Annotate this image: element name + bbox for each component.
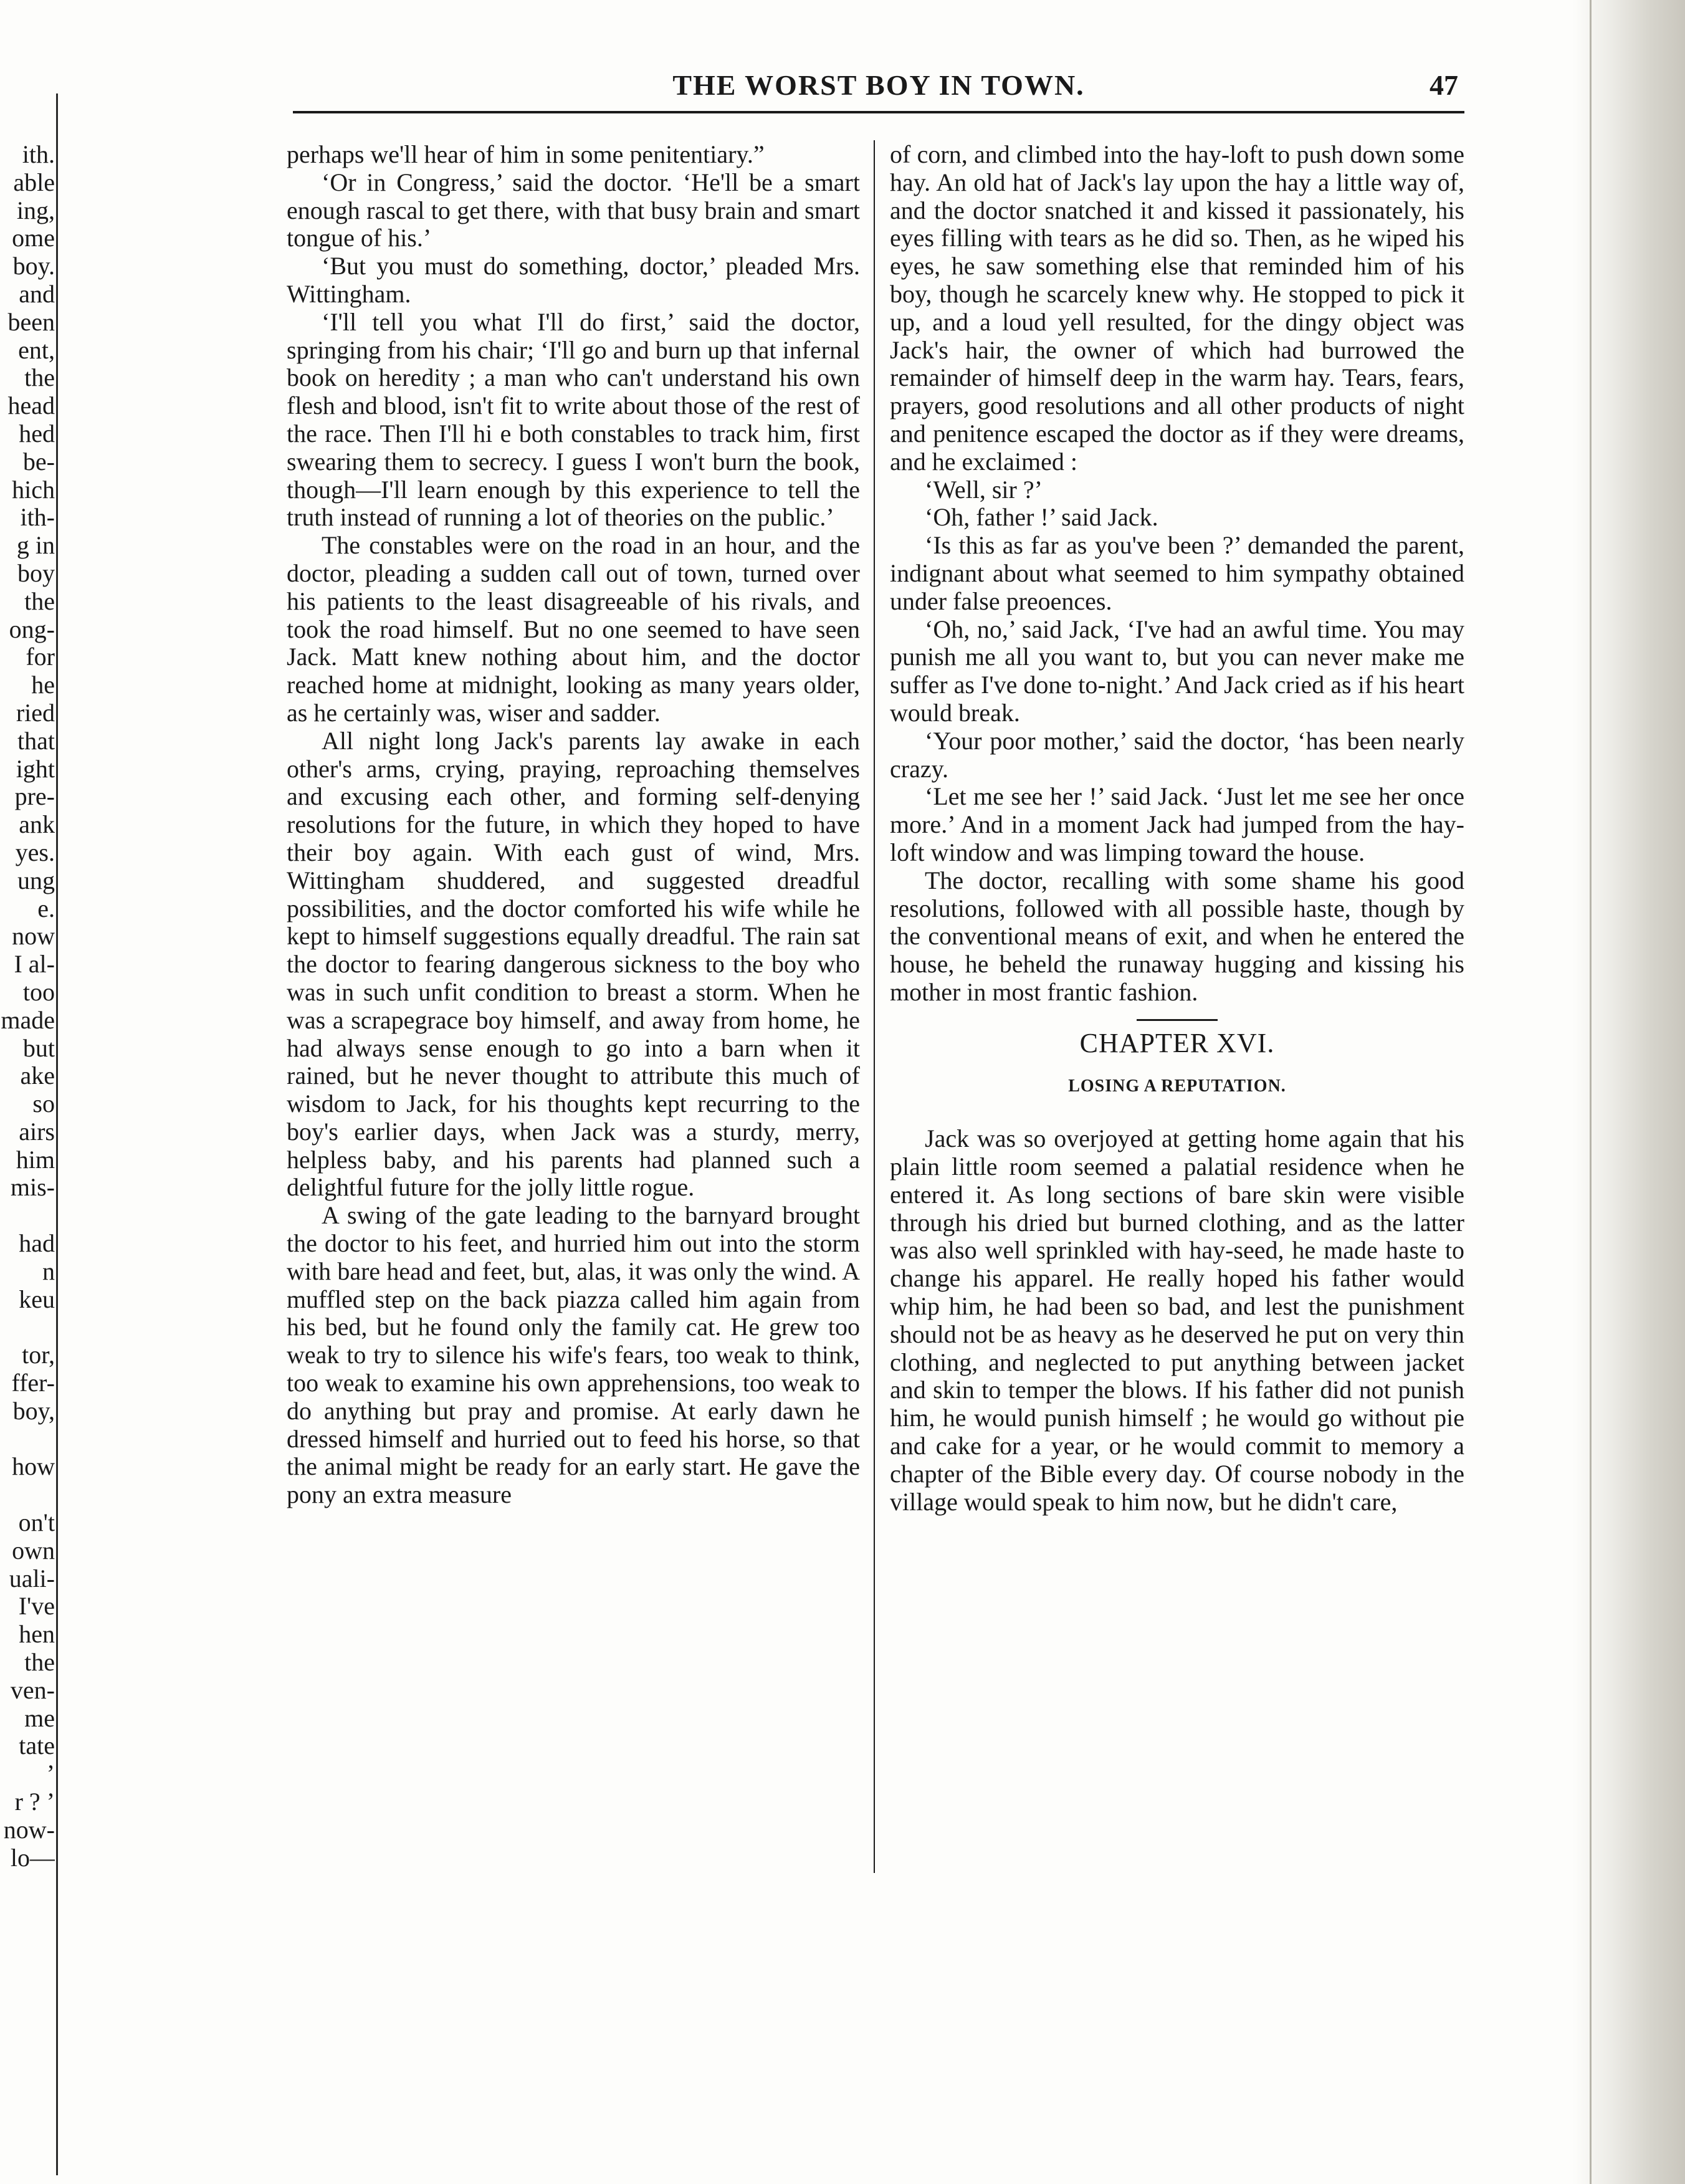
facing-page-fragment: ent,	[18, 335, 55, 364]
facing-page-fragment: able	[13, 168, 55, 196]
paragraph: ‘Or in Congress,’ said the doctor. ‘He'll be a smart enough rascal to get there, with that busy brain and smart tongue of his.’	[287, 168, 860, 252]
facing-page-fragment: how	[12, 1452, 55, 1481]
page-edge	[1590, 0, 1592, 2184]
facing-page-fragment: he	[31, 671, 55, 699]
facing-page-fragment: too	[22, 977, 55, 1006]
facing-page-fragment: tor,	[22, 1341, 55, 1369]
facing-page-fragment: boy.	[12, 252, 55, 280]
facing-page-fragment: hen	[19, 1620, 55, 1649]
facing-page-fragment: ith-	[20, 503, 55, 532]
facing-page-fragment: me	[24, 1703, 55, 1732]
facing-page-fragment: the	[24, 587, 55, 615]
facing-page-fragment: head	[7, 391, 55, 420]
facing-page-fragment: had	[19, 1229, 55, 1258]
facing-page-fragment: n	[42, 1257, 55, 1285]
gutter-line	[56, 93, 58, 2175]
paragraph: The doctor, recalling with some shame his good resolutions, followed with all possible haste, though by the conventional means of exit, and when he entered the house, he beheld the runaway hugging and kissing his mother in most frantic fashion.	[890, 866, 1464, 1006]
facing-page-fragment: uali-	[9, 1564, 55, 1593]
left-column	[287, 141, 860, 1509]
facing-page-fragment: ung	[17, 866, 55, 894]
facing-page-fragment: be-	[22, 447, 55, 476]
paragraph: ‘Is this as far as you've been ?’ demanded the parent, indignant about what seemed to him sympathy obtained under false preoences.	[890, 531, 1464, 615]
facing-page-fragment: g in	[16, 531, 55, 560]
facing-page-fragment: but	[22, 1033, 55, 1062]
facing-page-fragment: the	[24, 363, 55, 392]
facing-page-fragment	[0, 1481, 55, 1509]
facing-page-fragment: ffer-	[11, 1369, 55, 1397]
chapter-title: CHAPTER XVI.	[1079, 1027, 1275, 1058]
facing-page-fragment: ing,	[16, 196, 55, 224]
facing-page-fragment: now	[12, 922, 55, 951]
facing-page-fragment: ome	[12, 224, 55, 252]
facing-page-fragment: and	[19, 279, 55, 308]
paragraph: ‘But you must do something, doctor,’ pleaded Mrs. Wittingham.	[287, 252, 860, 308]
paragraph: ‘Let me see her !’ said Jack. ‘Just let me see her once more.’ And in a moment Jack had jumped from the hay-loft window and was limping toward the house.	[890, 782, 1464, 866]
paragraph: of corn, and climbed into the hay-loft to push down some hay. An old hat of Jack's lay upon the hay a little way of, and the doctor snatched it and kissed it passionately, his eyes filling with tears as he did so. Then, as he wiped his eyes, he saw something else that reminded him of his boy, though he scarcely knew why. He stopped to pick it up, and a loud yell resulted, for the dingy object was Jack's hair, the owner of which had burrowed the remainder of himself deep in the warm hay. Tears, fears, prayers, good resolutions and all other products of night and penitence escaped the doctor as if they were dreams, and he exclaimed :	[890, 140, 1464, 476]
paragraph: A swing of the gate leading to the barnyard brought the doctor to his feet, and hurried him out into the storm with bare head and feet, but, alas, it was only the wind. A muffled step on the back piazza called him again from his bed, but he found only the family cat. He grew too weak to try to silence his wife's fears, too weak to think, too weak to examine his own apprehensions, too weak to do anything but pray and promise. At early dawn he dressed himself and hurried out to feed his horse, so that the animal might be ready for an early start. He gave the pony an extra measure	[287, 1201, 860, 1509]
facing-page-fragment: the	[24, 1648, 55, 1677]
facing-page-fragment: yes.	[15, 838, 55, 866]
facing-page-fragment: hich	[12, 475, 55, 504]
running-header	[293, 69, 1464, 112]
facing-page-fragment: been	[7, 307, 55, 336]
facing-page-fragment: ven-	[10, 1675, 55, 1704]
facing-page-fragment: boy	[17, 558, 55, 587]
facing-page-fragment: I al-	[14, 950, 55, 979]
facing-page-fragment	[0, 1425, 55, 1454]
facing-page-fragment: ong-	[9, 615, 55, 643]
facing-page-fragment: mis-	[10, 1173, 55, 1202]
facing-page-fragment: I've	[18, 1592, 55, 1621]
paragraph: All night long Jack's parents lay awake in each other's arms, crying, praying, reproaching themselves and excusing each other, and forming self-denying resolutions for the future, in which they hoped to have their boy again. With each gust of wind, Mrs. Wittingham shuddered, and suggested dreadful possibilities, and the doctor comforted his wife while he kept to himself suggestions equally dreadful. The rain sat the doctor to fearing dangerous sickness to the boy who was in such unfit condition to breast a storm. When he was a scrapegrace boy himself, and away from home, he had always sense enough to go into a barn when it rained, but he never thought to attribute this much of wisdom to Jack, for his thoughts kept recurring to the boy's earlier days, when Jack was a sturdy, merry, helpless baby, and his parents had planned such a delightful future for the jolly little rogue.	[287, 726, 860, 1202]
facing-page-fragment: ank	[19, 810, 55, 839]
facing-page-fragment: now-	[3, 1815, 55, 1844]
facing-page-fragment: boy,	[12, 1396, 55, 1425]
header-rule	[293, 111, 1464, 113]
facing-page-fragment: tate	[19, 1731, 55, 1760]
facing-page-fragment: made	[1, 1005, 55, 1034]
paragraph: ‘Oh, no,’ said Jack, ‘I've had an awful time. You may punish me all you want to, but you can never make me suffer as I've done to-night.’ And Jack cried as if his heart would break.	[890, 615, 1464, 727]
facing-page-fragment: hed	[19, 419, 55, 448]
paragraph: The constables were on the road in an hour, and the doctor, pleading a sudden call out of town, turned over his patients to the least disagreeable of his rivals, and took the road himself. But no one seemed to have seen Jack. Matt knew nothing about him, and the doctor reached home at midnight, looking as many years older, as he certainly was, wiser and sadder.	[287, 531, 860, 727]
facing-page-fragment: him	[16, 1145, 55, 1174]
facing-page-fragment	[0, 1313, 55, 1341]
paragraph: perhaps we'll hear of him in some penitentiary.”	[287, 140, 765, 168]
facing-page-fragment: own	[12, 1536, 55, 1564]
paragraph: ‘Well, sir ?’	[925, 475, 1043, 504]
facing-page-fragment: ight	[16, 754, 55, 783]
facing-page-fragment: on't	[18, 1508, 55, 1537]
page-number: 47	[1430, 69, 1458, 101]
facing-page-fragment: for	[26, 643, 55, 671]
facing-page-fragment: lo—	[10, 1843, 55, 1872]
facing-page-fragment: ried	[16, 698, 55, 727]
paragraph: Jack was so overjoyed at getting home again that his plain little room seemed a palatial residence when he entered it. As long sections of bare skin were visible through his dried but burned clothing, and as the latter was also well sprinkled with hay-seed, he made haste to change his apparel. He really hoped his father would whip him, he had been so bad, and lest the punishment should not be as heavy as he deserved he put on very thin clothing, and neglected to put anything between jacket and skin to temper the blows. If his father did not punish him, he would punish himself ; he would go without pie and cake for a year, or he would commit to memory a chapter of the Bible every day. Of course nobody in the village would speak to him now, but he didn't care,	[890, 1124, 1464, 1516]
facing-page-fragment: r ? ’	[14, 1788, 55, 1816]
running-title: THE WORST BOY IN TOWN.	[672, 69, 1085, 101]
chapter-rule	[1137, 1019, 1218, 1021]
column-rule	[874, 140, 875, 1873]
facing-page-fragments	[0, 141, 55, 1872]
chapter-subtitle: LOSING A REPUTATION.	[1068, 1076, 1286, 1096]
facing-page-fragment: e.	[37, 894, 55, 922]
facing-page-fragment: airs	[19, 1117, 55, 1146]
facing-page-fragment: ’	[46, 1760, 55, 1788]
facing-page-fragment	[0, 1202, 55, 1230]
paragraph: ‘I'll tell you what I'll do first,’ said the doctor, springing from his chair; ‘I'll go and burn up that infernal book on heredity ; a man who can't understand his own flesh and blood, isn't fit to write about those of the rest of the race. Then I'll hi e both constables to track him, first swearing them to secrecy. I guess I won't burn the book, though—I'll learn enough by this experience to tell the truth instead of running a lot of theories on the public.’	[287, 307, 860, 532]
facing-page-fragment: so	[32, 1090, 55, 1118]
facing-page-fragment: that	[17, 726, 55, 755]
right-column	[890, 141, 1464, 1516]
facing-page-fragment: ake	[20, 1061, 55, 1090]
paragraph: ‘Your poor mother,’ said the doctor, ‘has been nearly crazy.	[890, 726, 1464, 783]
facing-page-fragment: pre-	[14, 782, 55, 811]
facing-page-fragment: keu	[19, 1285, 55, 1313]
facing-page-fragment: ith.	[22, 141, 55, 168]
paragraph: ‘Oh, father !’ said Jack.	[925, 503, 1158, 532]
